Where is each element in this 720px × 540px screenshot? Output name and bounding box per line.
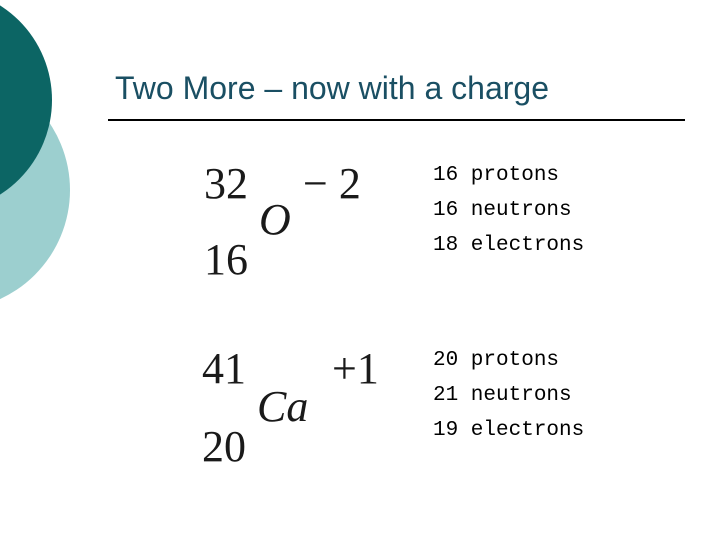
slide-title: Two More – now with a charge — [115, 70, 549, 106]
neutron-count: 21 neutrons — [433, 384, 572, 407]
element-symbol: Ca — [257, 382, 309, 431]
particle-counts-oxygen — [433, 158, 584, 263]
title-divider — [108, 119, 685, 121]
atomic-number: 20 — [202, 422, 246, 471]
isotope-notation-calcium — [200, 345, 400, 475]
electron-count: 19 electrons — [433, 419, 585, 442]
proton-count: 20 protons — [433, 349, 560, 372]
proton-count: 16 protons — [433, 164, 560, 187]
ion-charge: − 2 — [303, 159, 361, 208]
electron-count: 18 electrons — [433, 234, 585, 257]
neutron-count: 16 neutrons — [433, 199, 572, 222]
decorative-circles — [0, 0, 90, 300]
ion-charge: +1 — [332, 344, 379, 393]
atomic-number: 16 — [204, 235, 248, 284]
isotope-notation-oxygen — [200, 160, 400, 290]
particle-counts-calcium — [433, 343, 584, 448]
element-symbol: O — [259, 195, 291, 244]
mass-number: 32 — [204, 159, 248, 208]
mass-number: 41 — [202, 344, 246, 393]
